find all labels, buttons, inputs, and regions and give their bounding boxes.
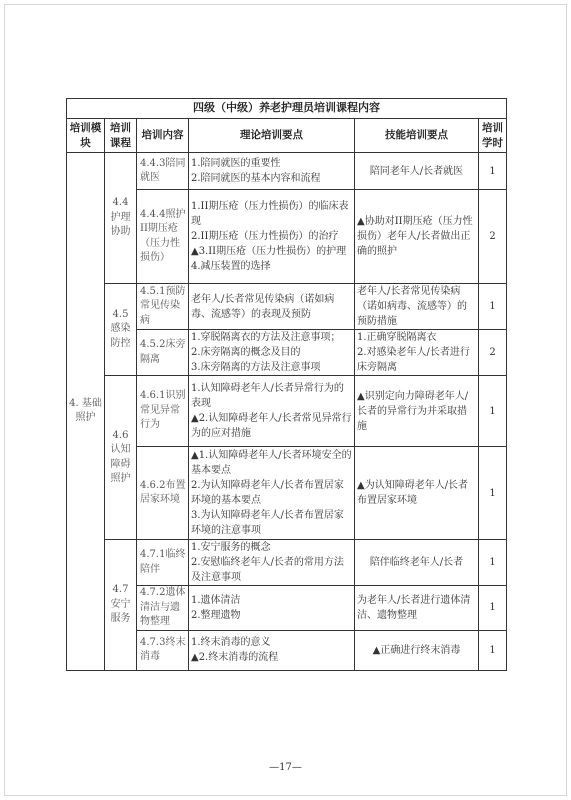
table-body: [67, 153, 507, 671]
header-module: 培训模块: [67, 119, 105, 153]
header-theory: 理论培训要点: [189, 119, 355, 153]
training-course-table: [66, 98, 507, 671]
skill-point-line: ▲协助对II期压疮（压力性损伤）老年人/长者做出正确的照护: [357, 216, 473, 257]
skill-cell: [355, 376, 479, 447]
theory-point-line: 2.床旁隔离的概念及目的: [191, 347, 301, 358]
table-row: [67, 540, 507, 586]
theory-point-line: 1.陪同就医的重要性: [191, 158, 281, 169]
hours-cell: 1: [479, 284, 507, 330]
skill-point-line: 陪同老年人/长者就医: [369, 165, 464, 177]
theory-point-line: 1.遗体清洁: [191, 594, 241, 606]
theory-point-line: 2.安慰临终老年人/长者的常用方法及注意事项: [191, 557, 344, 583]
course-cell: 4.5 感染防控: [105, 284, 137, 376]
theory-cell: [189, 330, 355, 376]
content-cell: 4.4.3陪同就医: [137, 153, 189, 190]
theory-point-line: 3.为认知障碍老年人/长者布置居家环境的注意事项: [191, 510, 344, 536]
skill-cell: [355, 190, 479, 284]
hours-cell: 2: [479, 190, 507, 284]
content-cell: 4.5.1预防常见传染病: [137, 284, 189, 330]
theory-cell: [189, 447, 355, 540]
theory-point-line: 2.整理遗物: [191, 609, 241, 621]
theory-cell: [189, 376, 355, 447]
theory-cell: [189, 190, 355, 284]
theory-point-line: 4.减压装置的选择: [191, 261, 271, 272]
course-cell: 4.7 安宁服务: [105, 540, 137, 671]
table-row: [67, 376, 507, 447]
content-cell: 4.4.4照护II期压疮（压力性损伤）: [137, 190, 189, 284]
header-hours: 培训学时: [479, 119, 507, 153]
skill-cell: [355, 153, 479, 190]
theory-point-line: 3.床旁隔离的方法及注意事项: [191, 362, 321, 373]
theory-cell: [189, 630, 355, 670]
theory-point-line: ▲2.终末消毒的流程: [191, 652, 279, 663]
skill-point-line: 2.对感染老年人/长者进行床旁隔离: [357, 347, 470, 373]
skill-cell: [355, 330, 479, 376]
hours-cell: 1: [479, 630, 507, 670]
theory-point-line: 2.陪同就医的基本内容和流程: [191, 173, 321, 184]
module-cell: 4. 基础照护: [67, 153, 105, 671]
skill-cell: [355, 540, 479, 586]
skill-cell: [355, 447, 479, 540]
content-cell: 4.7.1临终陪伴: [137, 540, 189, 586]
skill-point-line: 1.正确穿脱隔离衣: [357, 332, 437, 343]
skill-point-line: ▲为认知障碍老年人/长者布置居家环境: [357, 480, 469, 506]
theory-point-line: 1.终末消毒的意义: [191, 637, 271, 648]
hours-cell: 1: [479, 376, 507, 447]
skill-point-line: ▲正确进行终末消毒: [372, 644, 461, 656]
skill-point-line: 老年人/长者常见传染病（诺如病毒、流感等）的预防措施: [357, 286, 467, 327]
theory-cell: [189, 153, 355, 190]
theory-cell: [189, 586, 355, 631]
theory-point-line: 老年人/长者常见传染病（诺如病毒、流感等）的表现及预防: [191, 293, 335, 320]
content-cell: 4.6.2布置居家环境: [137, 447, 189, 540]
theory-point-line: 2.为认知障碍老年人/长者布置居家环境的基本要点: [191, 480, 344, 506]
hours-cell: 1: [479, 447, 507, 540]
skill-cell: [355, 630, 479, 670]
header-skill: 技能培训要点: [355, 119, 479, 153]
theory-point-line: ▲1.认知障碍老年人/长者环境安全的基本要点: [191, 450, 352, 476]
theory-cell: [189, 540, 355, 586]
skill-point-line: ▲识别定向力障碍老年人/长者的异常行为并采取措施: [357, 390, 469, 432]
skill-cell: [355, 586, 479, 631]
header-course: 培训课程: [105, 119, 137, 153]
table-row: [67, 153, 507, 190]
course-cell: 4.6 认知障碍照护: [105, 376, 137, 540]
theory-point-line: ▲3.II期压疮（压力性损伤）的护理: [191, 246, 347, 257]
hours-cell: 1: [479, 586, 507, 631]
theory-cell: [189, 284, 355, 330]
content-cell: 4.7.2遗体清洁与遗物整理: [137, 586, 189, 631]
table-title: 四级（中级）养老护理员培训课程内容: [67, 99, 507, 119]
theory-point-line: 1.穿脱隔离衣的方法及注意事项；: [191, 332, 341, 343]
content-cell: 4.6.1识别常见异常行为: [137, 376, 189, 447]
theory-point-line: 1.II期压疮（压力性损伤）的临床表现: [191, 201, 349, 227]
skill-point-line: 陪伴临终老年人/长者: [369, 557, 464, 568]
page-number: —17—: [269, 762, 302, 773]
hours-cell: 2: [479, 330, 507, 376]
table-row: [67, 284, 507, 330]
header-content: 培训内容: [137, 119, 189, 153]
skill-point-line: 为老年人/长者进行遗体清洁、遗物整理: [357, 594, 471, 621]
theory-point-line: 1.认知障碍老年人/长者异常行为的表现: [191, 383, 344, 409]
theory-point-line: ▲2.认知障碍老年人/长者常见异常行为的应对措施: [191, 413, 352, 439]
content-cell: 4.7.3终末消毒: [137, 630, 189, 670]
course-cell: 4.4 护理协助: [105, 153, 137, 284]
hours-cell: 1: [479, 540, 507, 586]
content-cell: 4.5.2床旁隔离: [137, 330, 189, 376]
theory-point-line: 1.安宁服务的概念: [191, 542, 271, 553]
hours-cell: 1: [479, 153, 507, 190]
skill-cell: [355, 284, 479, 330]
theory-point-line: 2.II期压疮（压力性损伤）的治疗: [191, 231, 339, 242]
